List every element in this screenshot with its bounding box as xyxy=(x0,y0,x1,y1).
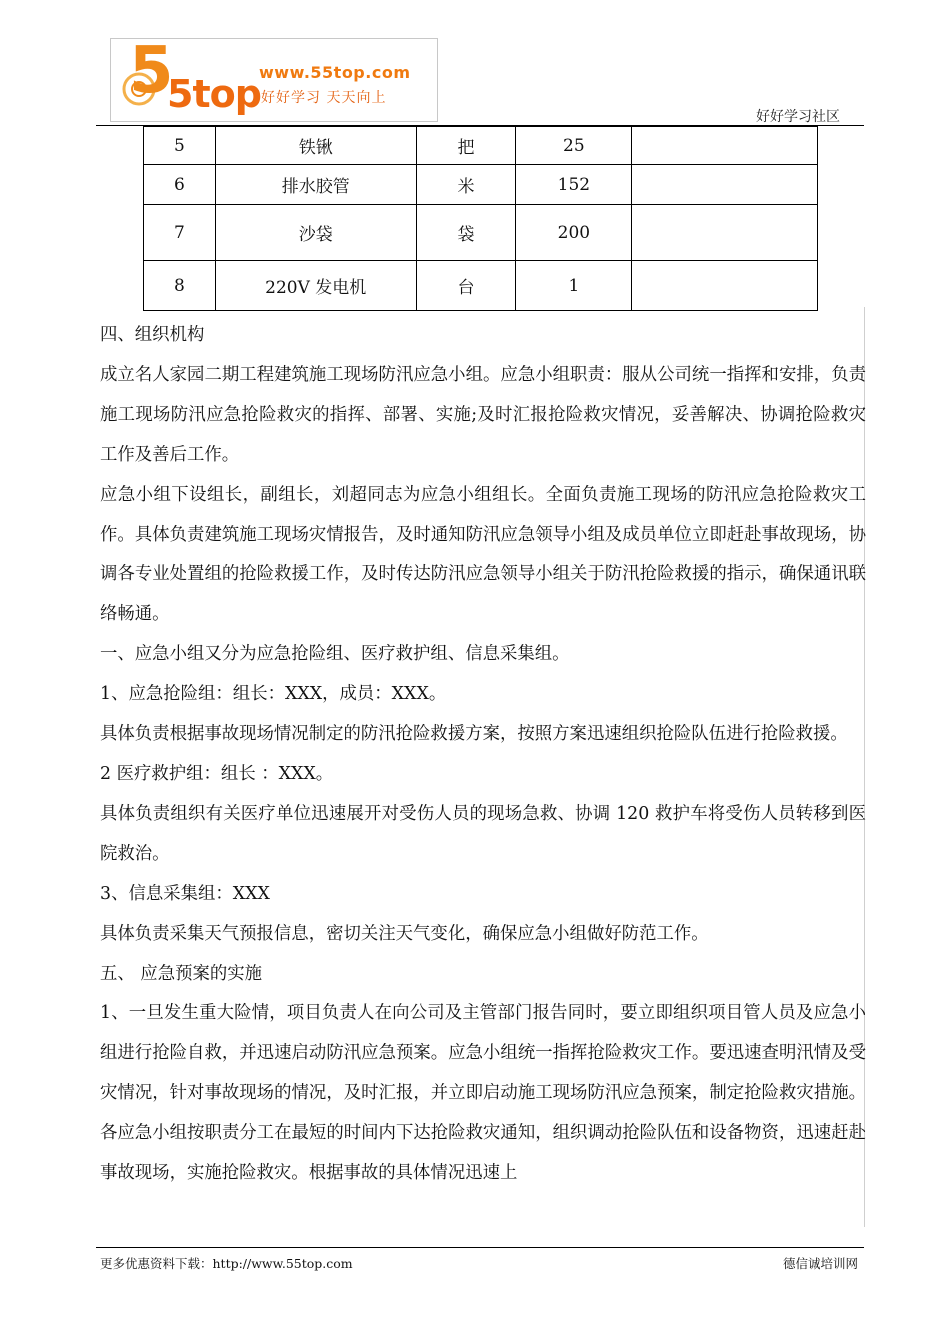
site-logo xyxy=(110,38,438,122)
table-cell: 6 xyxy=(144,165,216,205)
header-site-name: 好好学习社区 xyxy=(756,109,840,125)
paragraph: 具体负责根据事故现场情况制定的防汛抢险救援方案，按照方案迅速组织抢险队伍进行抢险救援。 xyxy=(100,724,848,745)
logo-slogan: 好好学习 天天向上 xyxy=(261,90,387,106)
paragraph: 1、一旦发生重大险情，项目负责人在向公司及主管部门报告同时，要立即组织项目管人员及应急小组进行抢险自救，并迅速启动防汛应急预案。应急小组统一指挥抢险救灾工作。要迅速查明汛情及受灾情况，针对事故现场的情况，及时汇报，并立即启动施工现场防汛应急预案，制定抢险救灾措施。各应急小组按职责分工在最短的时间内下达抢险救灾通知，组织调动抢险队伍和设备物资，迅速赶赴事故现场，实施抢险救灾。根据事故的具体情况迅速上 xyxy=(100,1003,866,1184)
table-cell: 7 xyxy=(144,205,216,261)
table-cell: 25 xyxy=(516,127,632,165)
table-cell: 沙袋 xyxy=(215,205,416,261)
table-row xyxy=(144,127,818,165)
table-cell xyxy=(632,127,818,165)
table-cell: 把 xyxy=(416,127,516,165)
footer-divider xyxy=(96,1247,864,1248)
paragraph: 成立名人家园二期工程建筑施工现场防汛应急小组。应急小组职责：服从公司统一指挥和安排，负责施工现场防汛应急抢险救灾的指挥、部署、实施;及时汇报抢险救灾情况，妥善解决、协调抢险救灾工作及善后工作。 xyxy=(100,364,866,465)
table-cell: 台 xyxy=(416,261,516,311)
paragraph: 1、应急抢险组：组长：XXX，成员：XXX。 xyxy=(100,684,447,705)
paragraph: 一、应急小组又分为应急抢险组、医疗救护组、信息采集组。 xyxy=(100,644,570,665)
paragraph: 具体负责采集天气预报信息，密切关注天气变化，确保应急小组做好防范工作。 xyxy=(100,923,709,944)
logo-digit: 5 xyxy=(129,38,174,108)
paragraph: 应急小组下设组长，副组长，刘超同志为应急小组组长。全面负责施工现场的防汛应急抢险救灾工作。具体负责建筑施工现场灾情报告，及时通知防汛应急领导小组及成员单位立即赶赴事故现场，协调各专业处置组的抢险救援工作，及时传达防汛应急领导小组关于防汛抢险救援的指示，确保通讯联络畅通。 xyxy=(100,484,866,625)
table-cell: 1 xyxy=(516,261,632,311)
section-heading: 四、组织机构 xyxy=(100,325,205,345)
table-cell: 8 xyxy=(144,261,216,311)
table-cell xyxy=(632,205,818,261)
document-body xyxy=(100,316,866,1194)
table-cell: 袋 xyxy=(416,205,516,261)
table-cell xyxy=(632,261,818,311)
table-cell: 5 xyxy=(144,127,216,165)
table-cell: 排水胶管 xyxy=(215,165,416,205)
section-heading: 五、 应急预案的实施 xyxy=(100,963,263,984)
footer-org-name: 德信诚培训网 xyxy=(782,1256,858,1271)
table-cell: 200 xyxy=(516,205,632,261)
logo-url: www.55top.com xyxy=(259,63,411,82)
paragraph: 具体负责组织有关医疗单位迅速展开对受伤人员的现场急救、协调 120 救护车将受伤人员转移到医院救治。 xyxy=(100,803,866,864)
table-row xyxy=(144,205,818,261)
table-cell: 152 xyxy=(516,165,632,205)
table-cell: 米 xyxy=(416,165,516,205)
table-cell xyxy=(632,165,818,205)
table-cell: 铁锹 xyxy=(215,127,416,165)
table-cell: 220V 发电机 xyxy=(215,261,416,311)
paragraph: 2 医疗救护组：组长 ：XXX。 xyxy=(100,763,334,784)
footer-download-link[interactable]: 更多优惠资料下载：http://www.55top.com xyxy=(100,1256,353,1271)
paragraph: 3、信息采集组：XXX xyxy=(100,883,270,904)
table-row xyxy=(144,165,818,205)
equipment-table xyxy=(143,126,818,311)
logo-brand: 5top xyxy=(167,72,261,116)
table-row xyxy=(144,261,818,311)
